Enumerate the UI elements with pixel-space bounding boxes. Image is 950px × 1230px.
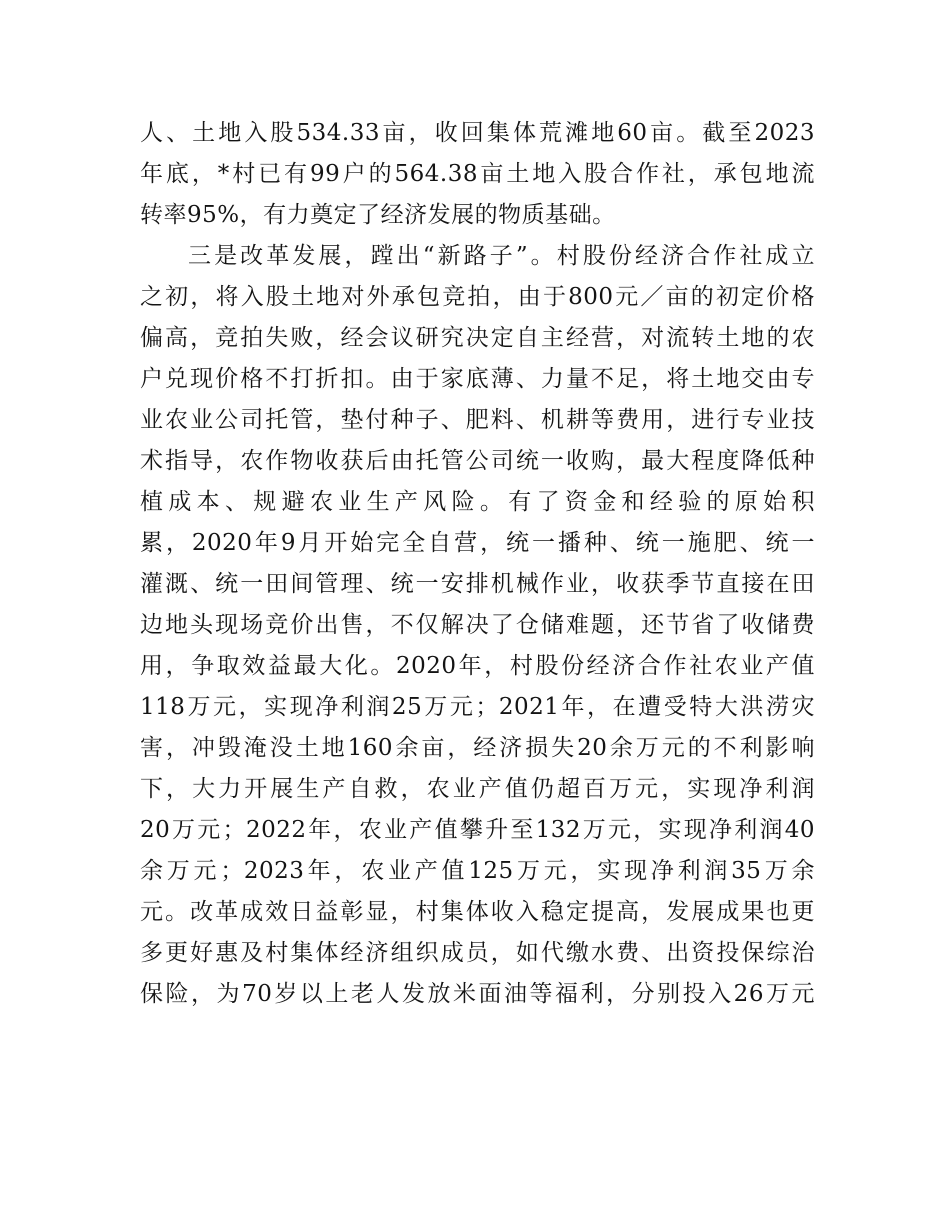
text-line: 118万元，实现净利润25万元；2021年，在遭受特大洪涝灾 <box>140 694 815 720</box>
text-line: 户兑现价格不打折扣。由于家底薄、力量不足，将土地交由专 <box>140 366 815 392</box>
paragraph-reform-development <box>140 236 815 1015</box>
text-line: 灌溉、统一田间管理、统一安排机械作业，收获季节直接在田 <box>140 571 815 597</box>
text-line: 边地头现场竞价出售，不仅解决了仓储难题，还节省了收储费 <box>140 612 815 638</box>
text-line: 元。改革成效日益彰显，村集体收入稳定提高，发展成果也更 <box>140 899 815 925</box>
text-line: 术指导，农作物收获后由托管公司统一收购，最大程度降低种 <box>140 448 815 474</box>
text-line: 转率95%，有力奠定了经济发展的物质基础。 <box>140 202 616 228</box>
text-line: 人、土地入股534.33亩，收回集体荒滩地60亩。截至2023 <box>140 120 815 146</box>
text-line: 三是改革发展，蹚出“新路子”。村股份经济合作社成立 <box>188 243 815 269</box>
text-line: 害，冲毁淹没土地160余亩，经济损失20余万元的不利影响 <box>140 735 815 761</box>
paragraph-land-shares <box>140 113 815 236</box>
text-line: 用，争取效益最大化。2020年，村股份经济合作社农业产值 <box>140 653 815 679</box>
text-line: 下，大力开展生产自救，农业产值仍超百万元，实现净利润 <box>140 776 815 802</box>
text-line: 植成本、规避农业生产风险。有了资金和经验的原始积 <box>140 489 815 515</box>
text-line: 之初，将入股土地对外承包竞拍，由于800元／亩的初定价格 <box>140 284 815 310</box>
text-line: 年底，*村已有99户的564.38亩土地入股合作社，承包地流 <box>140 161 815 187</box>
text-line: 累，2020年9月开始完全自营，统一播种、统一施肥、统一 <box>140 530 815 556</box>
text-line: 多更好惠及村集体经济组织成员，如代缴水费、出资投保综治 <box>140 940 815 966</box>
text-line: 保险，为70岁以上老人发放米面油等福利，分别投入26万元 <box>140 981 815 1007</box>
text-line: 偏高，竞拍失败，经会议研究决定自主经营，对流转土地的农 <box>140 325 815 351</box>
text-line: 20万元；2022年，农业产值攀升至132万元，实现净利润40 <box>140 817 815 843</box>
text-line: 业农业公司托管，垫付种子、肥料、机耕等费用，进行专业技 <box>140 407 815 433</box>
text-line: 余万元；2023年，农业产值125万元，实现净利润35万余 <box>140 858 815 884</box>
